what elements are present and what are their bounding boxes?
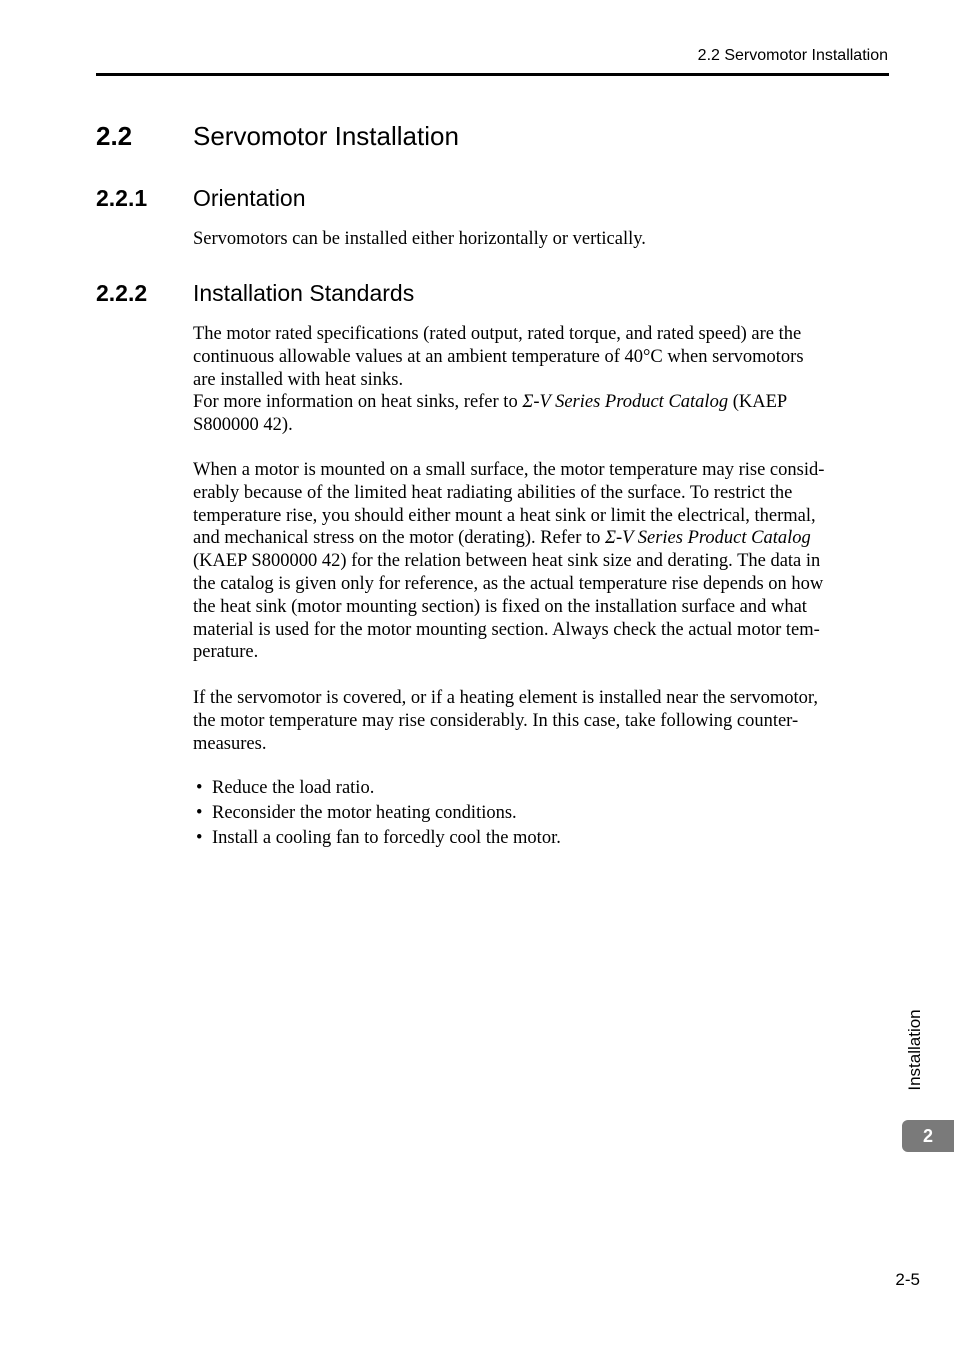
subsection-number-orientation: 2.2.1 bbox=[96, 185, 148, 211]
ref-suffix: (KAEP bbox=[728, 392, 788, 413]
paragraph-line: the catalog is given only for reference, as the actual temperature rise depends on how bbox=[193, 573, 824, 594]
bullet-icon: • bbox=[196, 778, 203, 798]
orientation-paragraph bbox=[193, 228, 889, 251]
paragraph-line: temperature rise, you should either mount a heat sink or limit the electrical, thermal, bbox=[193, 505, 816, 526]
paragraph-line: perature. bbox=[193, 642, 259, 663]
paragraph-line: (KAEP S800000 42) for the relation between heat sink size and derating. The data in bbox=[193, 551, 821, 572]
ref-prefix: and mechanical stress on the motor (derating). Refer to bbox=[193, 528, 605, 549]
ref-prefix: For more information on heat sinks, refer to bbox=[193, 392, 523, 413]
section-number: 2.2 bbox=[96, 121, 133, 151]
paragraph-line: When a motor is mounted on a small surface, the motor temperature may rise consid- bbox=[193, 460, 825, 480]
paragraph-line: erably because of the limited heat radiating abilities of the surface. To restrict the bbox=[193, 482, 793, 503]
subsection-title-installation-standards: Installation Standards bbox=[193, 280, 415, 306]
paragraph-line: measures. bbox=[193, 733, 267, 754]
running-header: 2.2 Servomotor Installation bbox=[697, 47, 888, 64]
covered-motor-paragraph bbox=[193, 687, 889, 755]
bullet-icon: • bbox=[196, 828, 203, 848]
side-tab-label-text: Installation bbox=[905, 1009, 924, 1091]
paragraph-line: The motor rated specifications (rated output, rated torque, and rated speed) are the bbox=[193, 324, 802, 344]
derating-reference-line bbox=[193, 527, 889, 550]
list-item-text: Reduce the load ratio. bbox=[212, 778, 375, 798]
list-item bbox=[193, 826, 561, 851]
list-item bbox=[193, 776, 561, 801]
orientation-text: Servomotors can be installed either horizontally or vertically. bbox=[193, 229, 646, 249]
section-title: Servomotor Installation bbox=[193, 121, 459, 151]
page-number: 2-5 bbox=[895, 1270, 920, 1289]
catalog-reference: Σ-V Series Product Catalog bbox=[522, 392, 729, 413]
paragraph-line: continuous allowable values at an ambient temperature of 40°C when servomotors bbox=[193, 346, 804, 367]
catalog-reference: Σ-V Series Product Catalog bbox=[605, 528, 811, 549]
paragraph-line: are installed with heat sinks. bbox=[193, 369, 404, 390]
paragraph-line: the motor temperature may rise considerably. In this case, take following counter- bbox=[193, 710, 799, 731]
subsection-title-orientation: Orientation bbox=[193, 185, 306, 211]
small-surface-paragraph bbox=[193, 459, 889, 664]
list-item bbox=[193, 801, 561, 826]
paragraph-line: the heat sink (motor mounting section) is fixed on the installation surface and what bbox=[193, 596, 807, 617]
paragraph-line: If the servomotor is covered, or if a heating element is installed near the servomotor, bbox=[193, 688, 818, 708]
list-item-text: Install a cooling fan to forcedly cool the motor. bbox=[212, 828, 561, 848]
subsection-number-installation-standards: 2.2.2 bbox=[96, 280, 148, 306]
heat-sink-reference-line bbox=[193, 391, 889, 414]
paragraph-line: material is used for the motor mounting section. Always check the actual motor tem- bbox=[193, 619, 820, 640]
list-item-text: Reconsider the motor heating conditions. bbox=[212, 803, 517, 823]
rated-specs-paragraph bbox=[193, 323, 889, 437]
paragraph-line: S800000 42). bbox=[193, 415, 293, 436]
chapter-tab: 2 bbox=[902, 1120, 954, 1152]
bullet-icon: • bbox=[196, 803, 203, 823]
header-rule bbox=[96, 73, 889, 76]
countermeasures-list bbox=[193, 776, 561, 851]
side-tab-label bbox=[903, 1000, 927, 1100]
